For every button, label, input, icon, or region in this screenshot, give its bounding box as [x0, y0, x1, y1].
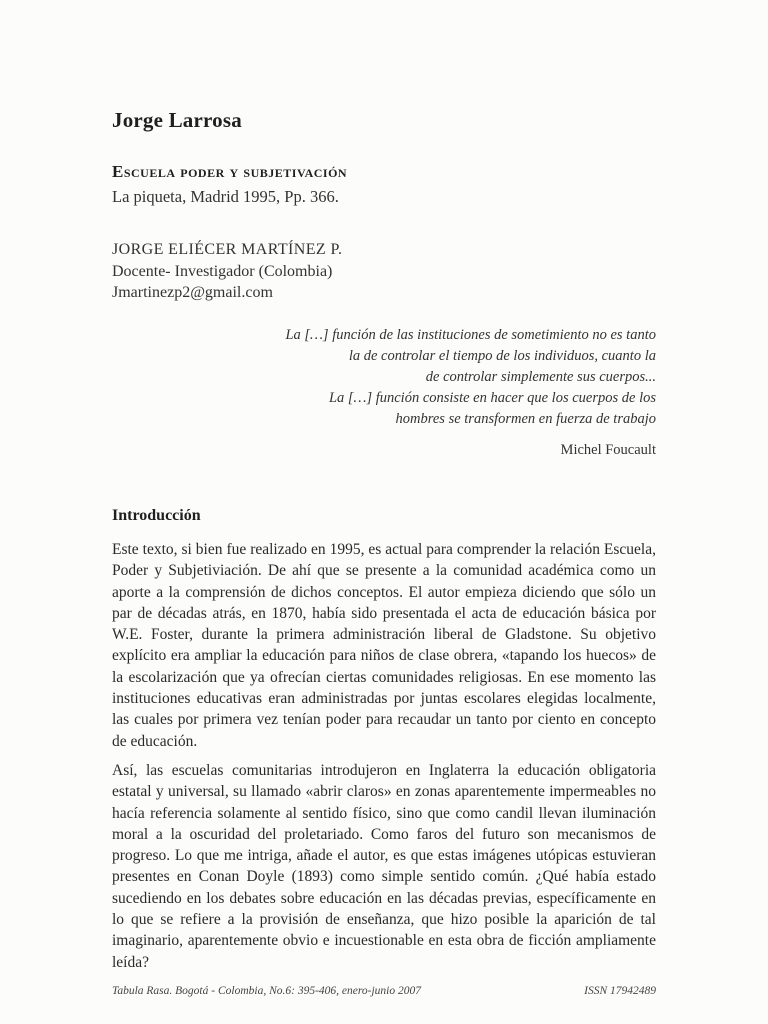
epigraph-line: hombres se transformen en fuerza de trabajo	[395, 411, 656, 427]
footer-citation: Tabula Rasa. Bogotá - Colombia, No.6: 395-406, enero-junio 2007	[112, 985, 422, 997]
epigraph-line: de controlar simplemente sus cuerpos...	[425, 369, 656, 385]
section-heading: Introducción	[112, 507, 201, 524]
reviewer-name: JORGE ELIÉCER MARTÍNEZ P.	[112, 241, 343, 258]
epigraph-line: La […] función consiste en hacer que los cuerpos de los	[328, 390, 656, 406]
page	[112, 0, 656, 1024]
book-author: Jorge Larrosa	[112, 108, 242, 132]
reviewer-block	[112, 239, 342, 304]
body-paragraph: Este texto, si bien fue realizado en 1995, es actual para comprender la relación Escuela, Poder y Subjetiviación. De ahí que se presente a la comunidad académica como un aporte a la comprensión de dichos conceptos. El autor empieza diciendo que sólo un par de décadas atrás, en 1870, había sido presentada el acta de educación básica por W.E. Foster, durante la primera administración liberal de Gladstone. Su objetivo explícito era ampliar la educación para niños de clase obrera, «tapando los huecos» de la escolarización que ya ofrecían ciertas comunidades religiosas. En ese momento las instituciones educativas eran administradas por juntas escolares elegidas localmente, las cuales por primera vez tenían poder para recaudar un tanto por ciento en concepto de educación.	[112, 541, 656, 750]
book-publication: La piqueta, Madrid 1995, Pp. 366.	[112, 187, 339, 206]
epigraph-author: Michel Foucault	[560, 442, 656, 458]
reviewer-email: Jmartinezp2@gmail.com	[112, 284, 273, 301]
reviewer-role: Docente- Investigador (Colombia)	[112, 262, 333, 280]
book-title: Escuela poder y subjetivación	[112, 162, 348, 181]
epigraph-line: la de controlar el tiempo de los individuos, cuanto la	[348, 348, 656, 364]
body-paragraph: Así, las escuelas comunitarias introdujeron en Inglaterra la educación obligatoria estatal y universal, su llamado «abrir claros» en zonas aparentemente impermeables no hacía referencia solamente al sentido físico, sino que como candil llevan iluminación moral a la oscuridad del proletariado. Como faros del futuro son mecanismos de progreso. Lo que me intriga, añade el autor, es que estas imágenes utópicas estuvieran presentes en Conan Doyle (1893) como simple sentido común. ¿Qué había estado sucediendo en los debates sobre educación en las décadas previas, específicamente en lo que se refiere a la provisión de enseñanza, que hizo posible la aparición de tal imaginario, aparentemente obvio e incuestionable en esta obra de ficción ampliamente leída?	[112, 762, 656, 971]
epigraph	[256, 325, 656, 430]
epigraph-line: La […] función de las instituciones de sometimiento no es tanto	[285, 327, 656, 343]
footer-issn: ISSN 17942489	[584, 985, 656, 997]
